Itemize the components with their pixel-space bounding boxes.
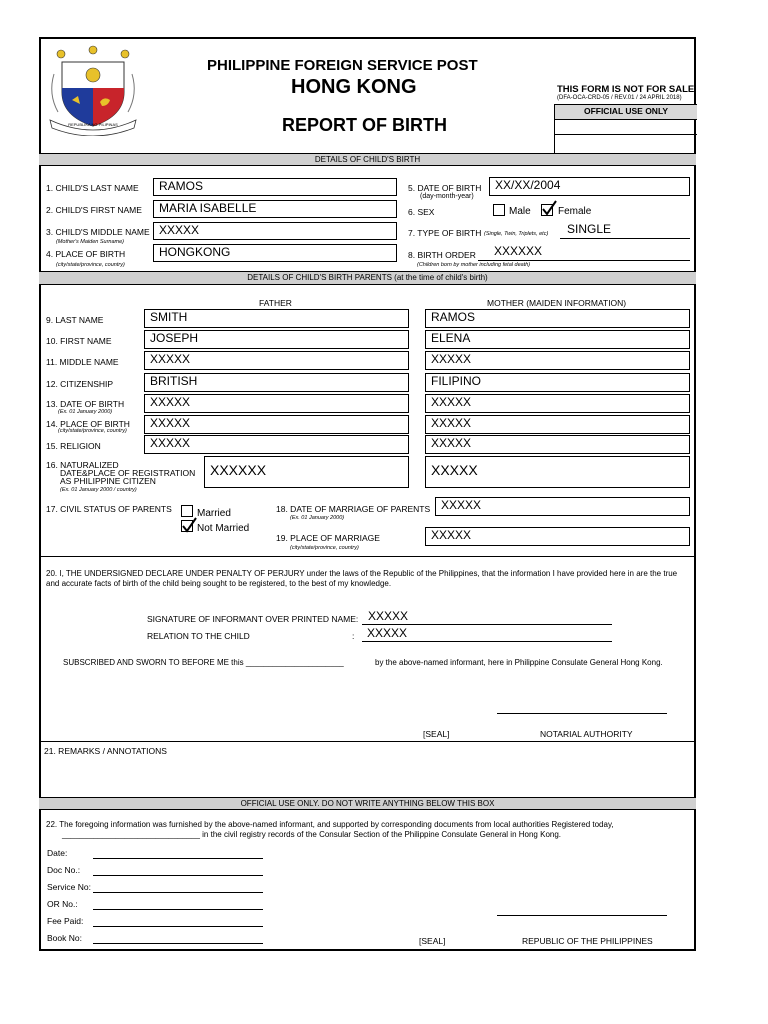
- official-seal-label: [SEAL]: [419, 936, 446, 946]
- parent-row-label: 9. LAST NAME: [46, 315, 104, 325]
- consul-signature-line: [497, 915, 667, 916]
- place-of-birth-field[interactable]: HONGKONG: [153, 244, 397, 262]
- not-for-sale-notice: THIS FORM IS NOT FOR SALE: [557, 84, 695, 95]
- header-post-title: PHILIPPINE FOREIGN SERVICE POST: [207, 57, 478, 74]
- official-fee-paid-label: Fee Paid:: [47, 916, 84, 926]
- type-of-birth-note: (Single, Twin, Triplets, etc): [484, 231, 549, 237]
- parent-row-label: 10. FIRST NAME: [46, 336, 112, 346]
- registration-statement: 22. The foregoing information was furnished by the above-named informant, and supported by corresponding documents from local authorities Registered today,: [46, 820, 614, 829]
- section-divider: [39, 556, 696, 557]
- official-fee-paid-line[interactable]: [93, 926, 263, 927]
- father-citizenship-field[interactable]: BRITISH: [144, 373, 409, 392]
- official-date-line[interactable]: [93, 858, 263, 859]
- marriage-place-field[interactable]: XXXXX: [425, 527, 690, 546]
- official-doc-no-line[interactable]: [93, 875, 263, 876]
- parent-row-label: 15. RELIGION: [46, 441, 101, 451]
- checkmark-icon: [541, 200, 557, 216]
- header-city-title: HONG KONG: [291, 76, 417, 98]
- registration-statement-line2: _______________________________ in the civil registry records of the Consular Section of the Philippine Consulate General in Hong Kong.: [62, 830, 562, 839]
- sex-male-label: Male: [509, 206, 531, 217]
- mother-dob-field[interactable]: XXXXX: [425, 394, 690, 413]
- declaration-rest: under the laws of the Republic of the Philippines, that the information I have provided here in are the true and accurate facts of birth of the child being sought to be registered, to the best of my knowledge.: [46, 569, 678, 588]
- declaration-text: [46, 569, 686, 589]
- parent-row-note: (Ex. 01 January 2000): [58, 409, 113, 415]
- section-divider: [39, 741, 696, 742]
- parent-row-label: 13. DATE OF BIRTH: [46, 399, 125, 409]
- form-code: (DFA-OCA-CRD-05 / REV.01 / 24 APRIL 2018): [557, 95, 682, 101]
- official-or-no-label: OR No.:: [47, 899, 78, 909]
- subscribed-text: SUBSCRIBED AND SWORN TO BEFORE ME this ______________________: [63, 658, 344, 667]
- naturalized-label: 16. NATURALIZED: [46, 460, 119, 470]
- parent-row-label: 14. PLACE OF BIRTH: [46, 419, 130, 429]
- father-first-name-field[interactable]: JOSEPH: [144, 330, 409, 349]
- official-or-no-line[interactable]: [93, 909, 263, 910]
- birth-order-label: 8. BIRTH ORDER: [408, 250, 476, 260]
- not-married-checkbox[interactable]: [181, 520, 193, 532]
- type-of-birth-value[interactable]: SINGLE: [567, 222, 612, 236]
- official-use-section-header: OFFICIAL USE ONLY. DO NOT WRITE ANYTHING BELOW THIS BOX: [39, 797, 696, 810]
- parent-row-label: 12. CITIZENSHIP: [46, 379, 114, 389]
- child-last-name-label: 1. CHILD'S LAST NAME: [46, 183, 139, 193]
- child-middle-name-field[interactable]: XXXXX: [153, 222, 397, 240]
- father-dob-field[interactable]: XXXXX: [144, 394, 409, 413]
- not-married-label: Not Married: [197, 523, 250, 534]
- father-place-of-birth-field[interactable]: XXXXX: [144, 415, 409, 434]
- child-last-name-field[interactable]: RAMOS: [153, 178, 397, 196]
- relation-colon: :: [352, 631, 355, 641]
- coat-of-arms-logo: [44, 44, 142, 136]
- official-service-no-line[interactable]: [93, 892, 263, 893]
- place-of-birth-label: 4. PLACE OF BIRTH: [46, 249, 126, 259]
- place-of-birth-note: (city/state/province, country): [56, 262, 125, 268]
- date-of-birth-note: (day-month-year): [420, 193, 474, 200]
- father-religion-field[interactable]: XXXXX: [144, 435, 409, 454]
- naturalized-label-line2: DATE&PLACE OF REGISTRATION: [60, 468, 196, 478]
- relation-label: RELATION TO THE CHILD: [147, 631, 250, 641]
- sex-female-label: Female: [558, 206, 592, 217]
- mother-middle-name-field[interactable]: XXXXX: [425, 351, 690, 370]
- mother-religion-field[interactable]: XXXXX: [425, 435, 690, 454]
- naturalized-label-line3: AS PHILIPPINE CITIZEN: [60, 476, 156, 486]
- sex-label: 6. SEX: [408, 207, 435, 217]
- relation-value[interactable]: XXXXX: [367, 626, 408, 640]
- date-of-birth-field[interactable]: XX/XX/2004: [489, 177, 690, 196]
- birth-order-value[interactable]: XXXXXX: [494, 244, 543, 258]
- parent-row-label: 11. MIDDLE NAME: [46, 357, 119, 367]
- declaration-number: 20.: [46, 569, 58, 578]
- official-use-label: OFFICIAL USE ONLY: [555, 104, 697, 120]
- marriage-date-field[interactable]: XXXXX: [435, 497, 690, 516]
- father-naturalized-field[interactable]: XXXXXX: [204, 456, 409, 488]
- marriage-date-note: (Ex. 01 January 2000): [290, 515, 345, 521]
- married-checkbox[interactable]: [181, 505, 193, 517]
- official-service-no-label: Service No:: [47, 882, 91, 892]
- remarks-label: 21. REMARKS / ANNOTATIONS: [44, 746, 167, 756]
- section-childs-birth-header: DETAILS OF CHILD'S BIRTH: [39, 153, 696, 166]
- sex-female-checkbox[interactable]: [541, 204, 553, 216]
- signature-value[interactable]: XXXXX: [368, 609, 409, 623]
- mother-citizenship-field[interactable]: FILIPINO: [425, 373, 690, 392]
- mother-last-name-field[interactable]: RAMOS: [425, 309, 690, 328]
- official-book-no-line[interactable]: [93, 943, 263, 944]
- marriage-place-label: 19. PLACE OF MARRIAGE: [276, 533, 380, 543]
- signature-underline: [362, 624, 612, 625]
- marriage-place-note: (city/state/province, country): [290, 545, 359, 551]
- official-date-label: Date:: [47, 848, 68, 858]
- type-of-birth-label: 7. TYPE OF BIRTH: [408, 228, 482, 238]
- child-first-name-label: 2. CHILD'S FIRST NAME: [46, 205, 142, 215]
- mother-first-name-field[interactable]: ELENA: [425, 330, 690, 349]
- child-first-name-field[interactable]: MARIA ISABELLE: [153, 200, 397, 218]
- father-middle-name-field[interactable]: XXXXX: [144, 351, 409, 370]
- date-of-birth-label: 5. DATE OF BIRTH: [408, 183, 482, 193]
- marriage-date-label: 18. DATE OF MARRIAGE OF PARENTS: [276, 504, 431, 514]
- notary-signature-line: [497, 713, 667, 714]
- seal-caption: REPUBLIKA NG PILIPINAS: [68, 122, 118, 127]
- relation-underline: [362, 641, 612, 642]
- sex-male-checkbox[interactable]: [493, 204, 505, 216]
- notarial-authority-label: NOTARIAL AUTHORITY: [540, 729, 633, 739]
- official-use-box: [554, 104, 697, 154]
- form-frame: [39, 37, 696, 951]
- father-last-name-field[interactable]: SMITH: [144, 309, 409, 328]
- child-middle-name-note: (Mother's Maiden Surname): [56, 239, 124, 245]
- birth-order-underline: [478, 260, 690, 261]
- republic-label: REPUBLIC OF THE PHILIPPINES: [522, 936, 653, 946]
- notary-seal-label: [SEAL]: [423, 729, 450, 739]
- page-title: REPORT OF BIRTH: [282, 115, 447, 135]
- married-label: Married: [197, 508, 231, 519]
- checkmark-icon: [181, 517, 197, 533]
- official-use-divider: [555, 134, 697, 135]
- declaration-bold: I, THE UNDERSIGNED DECLARE UNDER PENALTY OF PERJURY: [59, 569, 305, 578]
- civil-status-label: 17. CIVIL STATUS OF PARENTS: [46, 504, 172, 514]
- birth-order-note: (Children born by mother including fetal death): [417, 262, 531, 268]
- section-parents-header: DETAILS OF CHILD'S BIRTH PARENTS (at the time of child's birth): [39, 271, 696, 285]
- subscribed-rest: by the above-named informant, here in Philippine Consulate General Hong Kong.: [375, 658, 663, 667]
- type-of-birth-underline: [560, 238, 690, 239]
- child-middle-name-label: 3. CHILD'S MIDDLE NAME: [46, 227, 150, 237]
- official-book-no-label: Book No:: [47, 933, 82, 943]
- signature-label: SIGNATURE OF INFORMANT OVER PRINTED NAME:: [147, 614, 359, 624]
- mother-place-of-birth-field[interactable]: XXXXX: [425, 415, 690, 434]
- mother-header: MOTHER (MAIDEN INFORMATION): [487, 298, 627, 308]
- parent-row-note: (city/state/province, country): [58, 428, 127, 434]
- official-doc-no-label: Doc No.:: [47, 865, 81, 875]
- mother-naturalized-field[interactable]: XXXXX: [425, 456, 690, 488]
- naturalized-note: (Ex. 01 January 2000 / country): [60, 487, 137, 493]
- father-header: FATHER: [259, 298, 292, 308]
